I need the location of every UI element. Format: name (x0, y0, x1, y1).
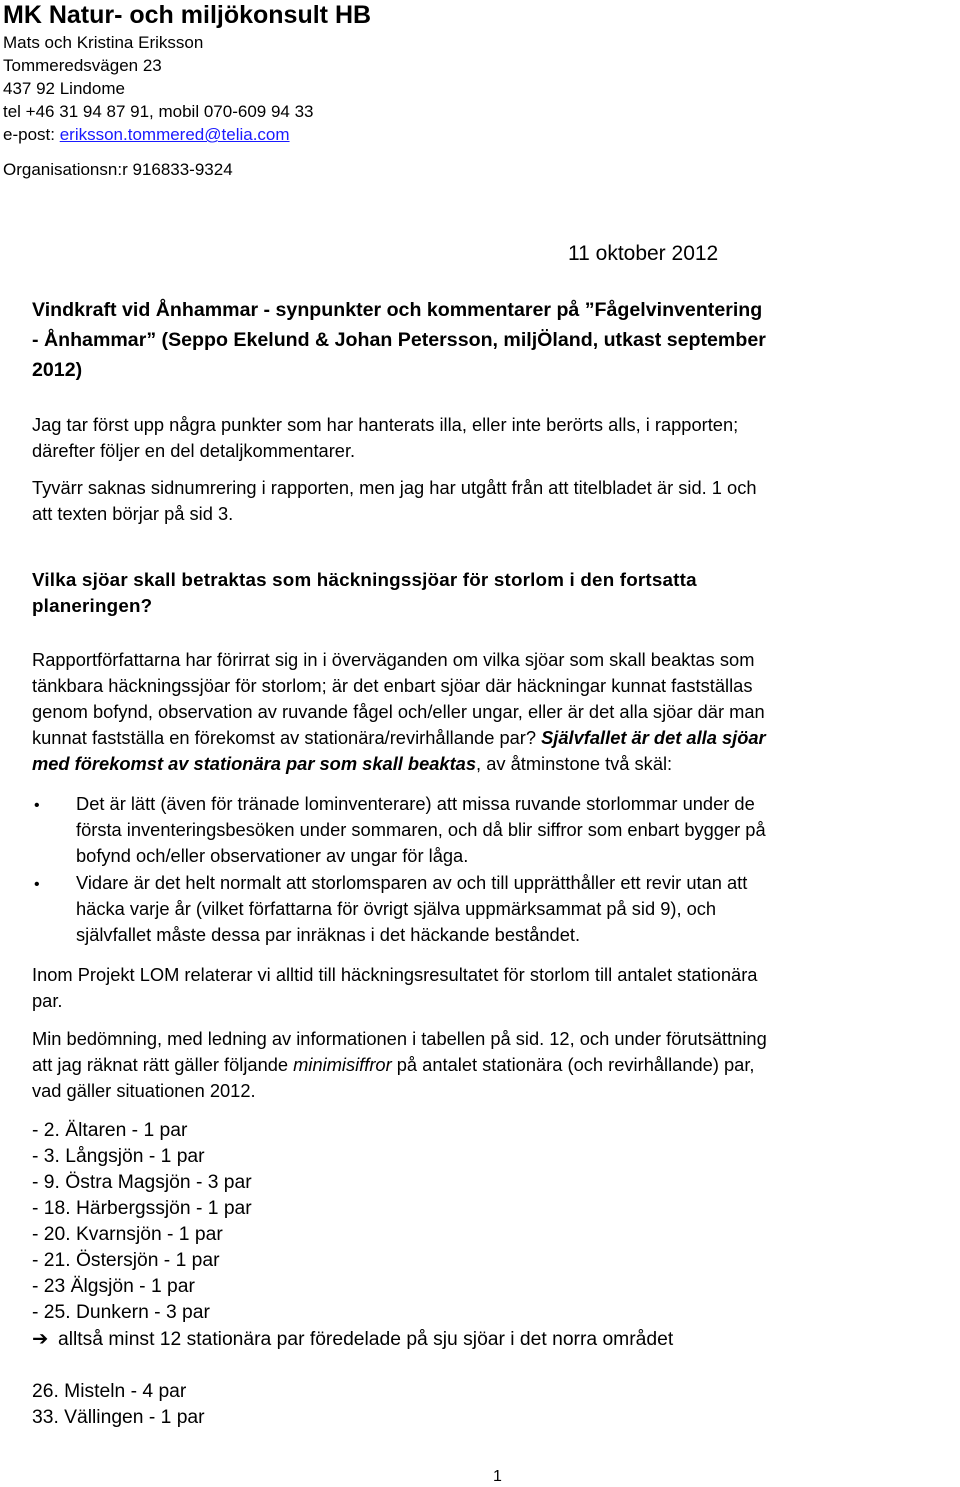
document-title-line-3: 2012) (32, 359, 83, 381)
list-item: - 20. Kvarnsjön - 1 par (32, 1224, 223, 1245)
arrow-right-icon: ➔ (32, 1329, 49, 1350)
postal-address: 437 92 Lindome (3, 79, 125, 98)
para1-line-4 (32, 725, 766, 751)
street-address: Tommeredsvägen 23 (3, 56, 162, 75)
bullet-2-line-3: självfallet måste dessa par inräknas i det häckande beståndet. (76, 924, 581, 945)
bullet-2-line-1: Vidare är det helt normalt att storlomsparen av och till upprätthåller ett revir utan att (76, 872, 748, 893)
pagination-note-line-2: att texten börjar på sid 3. (32, 503, 234, 524)
section-heading-line-1: Vilka sjöar skall betraktas som häckningssjöar för storlom i den fortsatta (32, 569, 697, 590)
list-item: - 23 Älgsjön - 1 par (32, 1276, 195, 1297)
para3-line-1: Min bedömning, med ledning av informationen i tabellen på sid. 12, och under förutsättning (32, 1028, 767, 1049)
para1-emphasis-end: med förekomst av stationära par som skall beaktas (32, 753, 477, 774)
phone-line: tel +46 31 94 87 91, mobil 070-609 94 33 (3, 102, 314, 121)
company-name: MK Natur- och miljökonsult HB (3, 1, 372, 29)
email-prefix: e-post: (3, 125, 60, 144)
para2-line-2: par. (32, 990, 63, 1011)
org-number: Organisationsn:r 916833-9324 (3, 160, 233, 179)
document-title-line-1: Vindkraft vid Ånhammar - synpunkter och kommentarer på ”Fågelvinventering (32, 299, 763, 321)
para1-line-4-text: kunnat fastställa en förekomst av stationära/revirhållande par? (32, 727, 542, 748)
email-line (3, 124, 290, 146)
bullet-1-line-2: första inventeringsbesöken under sommaren, och då blir siffror som enbart bygger på (76, 819, 766, 840)
intro-line-1: Jag tar först upp några punkter som har hanterats illa, eller inte berörts alls, i rapporten; (32, 414, 739, 435)
pagination-note-line-1: Tyvärr saknas sidnumrering i rapporten, men jag har utgått från att titelbladet är sid. 1 och (32, 477, 757, 498)
document-title-line-2: - Ånhammar” (Seppo Ekelund & Johan Petersson, miljÖland, utkast september (32, 329, 766, 351)
para1-line-1: Rapportförfattarna har förirrat sig in i överväganden om vilka sjöar som skall beaktas som (32, 649, 755, 670)
para1-line-5-text: , av åtminstone två skäl: (476, 753, 673, 774)
intro-line-2: därefter följer en del detaljkommentarer. (32, 440, 356, 461)
bullet-2-line-2: häcka varje år (vilket författarna för övrigt själva uppmärksammat på sid 9), och (76, 898, 717, 919)
list-item: - 2. Ältaren - 1 par (32, 1120, 188, 1141)
list-item: - 18. Härbergssjön - 1 par (32, 1198, 252, 1219)
list-item: - 25. Dunkern - 3 par (32, 1302, 210, 1323)
contact-names: Mats och Kristina Eriksson (3, 33, 204, 52)
para1-line-3: genom bofynd, observation av ruvande fågel och/eller ungar, eller är det alla sjöar där man (32, 701, 765, 722)
para3-line-2-rest: på antalet stationära (och revirhållande) par, (391, 1054, 755, 1075)
list-item: 26. Misteln - 4 par (32, 1381, 187, 1402)
email-link[interactable]: eriksson.tommered@telia.com (59, 125, 290, 144)
letter-date: 11 oktober 2012 (568, 242, 719, 265)
para3-line-3: vad gäller situationen 2012. (32, 1080, 256, 1101)
bullet-glyph: • (34, 876, 40, 893)
bullet-1-line-1: Det är lätt (även för tränade lominventerare) att missa ruvande storlommar under de (76, 793, 755, 814)
summary-line (32, 1327, 673, 1353)
section-heading-line-2: planeringen? (32, 595, 153, 616)
bullet-glyph: • (34, 797, 40, 814)
para1-line-5 (32, 751, 672, 777)
list-item: - 3. Långsjön - 1 par (32, 1146, 205, 1167)
para3-italic-term: minimisiffror (293, 1054, 392, 1075)
para3-line-2-text: att jag räknat rätt gäller följande (32, 1054, 294, 1075)
list-item: - 9. Östra Magsjön - 3 par (32, 1172, 252, 1193)
para2-line-1: Inom Projekt LOM relaterar vi alltid till häckningsresultatet för storlom till antalet stationära (32, 964, 758, 985)
page-number: 1 (493, 1468, 502, 1485)
list-item: 33. Vällingen - 1 par (32, 1407, 205, 1428)
bullet-1-line-3: bofynd och/eller observationer av ungar för låga. (76, 845, 469, 866)
summary-text: alltså minst 12 stationära par föredelade på sju sjöar i det norra området (58, 1329, 674, 1350)
para1-emphasis-start: Självfallet är det alla sjöar (541, 727, 766, 748)
para3-line-2 (32, 1052, 754, 1078)
list-item: - 21. Östersjön - 1 par (32, 1250, 220, 1271)
para1-line-2: tänkbara häckningssjöar för storlom; är det enbart sjöar där häckningar kunnat fastställas (32, 675, 753, 696)
